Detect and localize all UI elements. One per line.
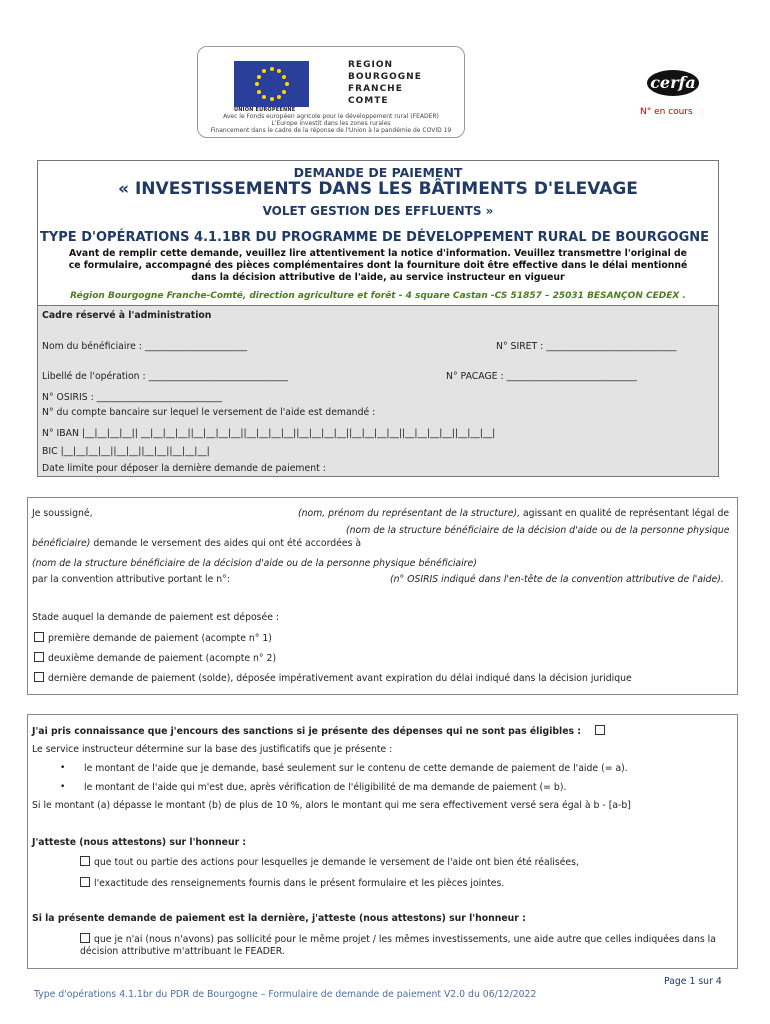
bullet-text: le montant de l'aide que je demande, basé seulement sur le contenu de cette demande de paiement de l'aide (= a).	[84, 763, 628, 774]
checkbox-icon[interactable]	[34, 652, 44, 662]
stage-option-first[interactable]	[34, 632, 272, 644]
convention-number-label: par la convention attributive portant le n°:	[32, 574, 230, 585]
iban-field[interactable]: N° IBAN |__|__|__|__|| __|__|__|__||__|__|__|__||__|__|__|__||__|__|__|__||__|__|__|__||__|__|__|__||__|__|__|	[42, 428, 496, 439]
structure-name-hint-2: (nom de la structure bénéficiaire de la décision d'aide ou de la personne physique bénéficiaire)	[32, 558, 477, 569]
eu-label: UNION EUROPEENNE	[234, 107, 296, 113]
bullet-text: le montant de l'aide qui m'est due, après vérification de l'éligibilité de ma demande de paiement (= b).	[84, 782, 567, 793]
eu-star-icon	[270, 67, 274, 71]
sanctions-heading[interactable]	[32, 725, 609, 737]
bic-field[interactable]: BIC |__|__|__|__||__|__||__|__||__|__|__|	[42, 446, 210, 457]
siret-field[interactable]: N° SIRET : ____________________________	[496, 341, 677, 352]
attest-item-label: que tout ou partie des actions pour lesquelles je demande le versement de l'aide ont bien été réalisées,	[94, 857, 579, 868]
logo-caption: Avec le Fonds européen agricole pour le développement rural (FEADER)	[223, 113, 439, 120]
eu-flag-icon	[234, 61, 309, 107]
eu-star-icon	[262, 69, 266, 73]
region-address: Région Bourgogne Franche-Comté, direction agriculture et forêt - 4 square Castan -CS 51857 – 25031 BESANÇON CEDEX .	[70, 291, 686, 301]
page-number: Page 1 sur 4	[664, 976, 722, 987]
last-request-heading: Si la présente demande de paiement est la dernière, j'atteste (nous attestons) sur l'honneur :	[32, 913, 526, 924]
last-request-item-line2: décision attributive m'attribuant le FEADER.	[80, 946, 285, 957]
form-main-title: « INVESTISSEMENTS DANS LES BÂTIMENTS D'ELEVAGE	[118, 179, 638, 199]
beneficiary-name-field[interactable]: Nom du bénéficiaire : ______________________	[42, 341, 248, 352]
beneficiary-hint: bénéficiaire)	[32, 538, 91, 549]
sanctions-heading-text: J'ai pris connaissance que j'encours des sanctions si je présente des dépenses qui ne sont pas éligibles :	[32, 726, 582, 737]
stage-option-label: deuxième demande de paiement (acompte n° 2)	[48, 653, 277, 664]
eu-star-icon	[282, 75, 286, 79]
eu-star-icon	[270, 97, 274, 101]
eu-star-icon	[277, 69, 281, 73]
eu-star-icon	[285, 82, 289, 86]
rule-text: Si le montant (a) dépasse le montant (b) de plus de 10 %, alors le montant qui me sera effectivement versé sera égal à b - [a-b]	[32, 800, 631, 811]
logo-caption: L'Europe investit dans les zones rurales	[271, 120, 391, 127]
stage-option-label: première demande de paiement (acompte n° 1)	[48, 633, 272, 644]
bank-account-label: N° du compte bancaire sur lequel le versement de l'aide est demandé :	[42, 407, 376, 418]
pacage-field[interactable]: N° PACAGE : ____________________________	[446, 371, 637, 382]
osiris-note: (n° OSIRIS indiqué dans l'en-tête de la convention attributive de l'aide).	[390, 574, 724, 585]
checkbox-icon[interactable]	[595, 725, 605, 735]
declaration-frame	[27, 497, 738, 695]
attest-item-label: l'exactitude des renseignements fournis dans le présent formulaire et les pièces jointes.	[94, 878, 505, 889]
region-line: REGION	[348, 60, 393, 70]
form-subtitle: VOLET GESTION DES EFFLUENTS »	[262, 204, 494, 218]
admin-frame-title: Cadre réservé à l'administration	[42, 310, 212, 321]
eu-star-icon	[257, 90, 261, 94]
last-request-item[interactable]	[80, 933, 716, 945]
agissant-text: agissant en qualité de représentant légal de	[520, 508, 730, 519]
stage-option-last[interactable]	[34, 672, 632, 684]
eu-star-icon	[257, 75, 261, 79]
form-type-title: DEMANDE DE PAIEMENT	[293, 165, 463, 180]
stage-label: Stade auquel la demande de paiement est déposée :	[32, 612, 280, 623]
footer-text: Type d'opérations 4.1.1br du PDR de Bourgogne – Formulaire de demande de paiement V2.0 du 06/12/2022	[34, 989, 537, 1000]
eu-star-icon	[262, 95, 266, 99]
partner-logo-block	[197, 46, 465, 138]
representative-name-hint: (nom, prénom du représentant de la structure),	[298, 508, 521, 519]
last-request-item-label: que je n'ai (nous n'avons) pas sollicité pour le même projet / les mêmes investissements, une aide autre que celles indiquées dans la	[94, 934, 716, 945]
admin-reserved-frame	[37, 305, 719, 477]
eu-star-icon	[282, 90, 286, 94]
eu-star-icon	[277, 95, 281, 99]
cerfa-number: N° en cours	[640, 107, 693, 117]
stage-option-second[interactable]	[34, 652, 276, 664]
service-text: Le service instructeur détermine sur la base des justificatifs que je présente :	[32, 744, 393, 755]
osiris-field[interactable]: N° OSIRIS : ___________________________	[42, 392, 223, 403]
stage-option-label: dernière demande de paiement (solde), déposée impérativement avant expiration du délai indiqué dans la décision juridique	[48, 673, 632, 684]
checkbox-icon[interactable]	[80, 877, 90, 887]
checkbox-icon[interactable]	[80, 933, 90, 943]
attest-item[interactable]	[80, 877, 504, 889]
checkbox-icon[interactable]	[34, 672, 44, 682]
checkbox-icon[interactable]	[80, 856, 90, 866]
region-line: FRANCHE	[348, 84, 403, 94]
bullet-icon: •	[60, 763, 66, 773]
operation-type-title: TYPE D'OPÉRATIONS 4.1.1BR DU PROGRAMME DE DÉVELOPPEMENT RURAL DE BOURGOGNE	[40, 230, 710, 245]
attest-item[interactable]	[80, 856, 579, 868]
cerfa-logo: cerfa	[647, 70, 699, 96]
region-line: BOURGOGNE	[348, 72, 422, 82]
checkbox-icon[interactable]	[34, 632, 44, 642]
request-payment-text: demande le versement des aides qui ont été accordées à	[90, 538, 362, 549]
region-logo-text	[348, 59, 422, 107]
je-soussigne-label: Je soussigné,	[32, 508, 93, 519]
region-line: COMTE	[348, 96, 389, 106]
title-block	[37, 160, 719, 306]
operation-label-field[interactable]: Libellé de l'opération : ______________________________	[42, 371, 289, 382]
form-instructions: Avant de remplir cette demande, veuillez lire attentivement la notice d'information. Veuillez transmettre l'original de ce formulaire, accompagné des pièces complémentaires dont la fourniture doit être effective dans le délai mentionné dans la décision attributive de l'aide, au service instructeur en vigueur	[68, 248, 688, 283]
deadline-field[interactable]: Date limite pour déposer la dernière demande de paiement :	[42, 463, 326, 474]
attest-heading: J'atteste (nous attestons) sur l'honneur :	[32, 837, 247, 848]
logo-caption: Financement dans le cadre de la réponse de l'Union à la pandémie de COVID 19	[210, 127, 452, 134]
bullet-icon: •	[60, 782, 66, 792]
eu-star-icon	[255, 82, 259, 86]
sanctions-attest-frame	[27, 714, 738, 969]
structure-name-hint: (nom de la structure bénéficiaire de la décision d'aide ou de la personne physique	[346, 525, 730, 536]
